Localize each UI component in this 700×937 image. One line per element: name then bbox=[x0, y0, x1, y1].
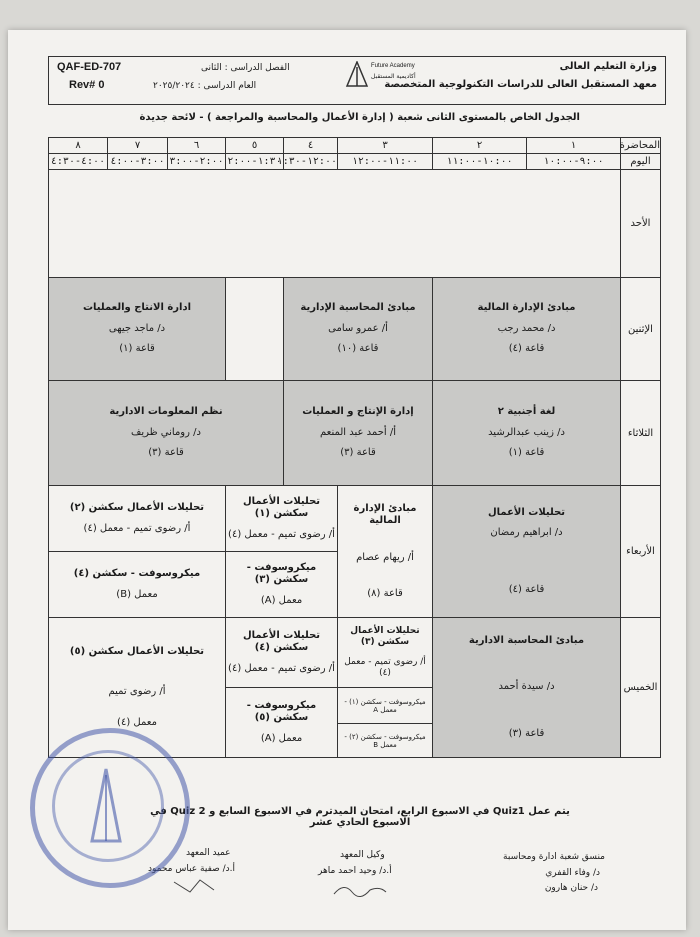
section-course: ميكروسوفت - سكشن (١) - معمل A bbox=[344, 697, 426, 714]
period-time: ٤:٠٠-٤:٣٠ bbox=[49, 154, 108, 170]
course-name: تحليلات الأعمال bbox=[487, 506, 566, 518]
class-cell bbox=[433, 486, 621, 618]
section-lab: معمل (A) bbox=[260, 732, 303, 744]
course-name: لغة أجنبية ٢ bbox=[497, 406, 556, 418]
section-lab: معمل (B) bbox=[116, 588, 158, 600]
period-time: ١٢:٠٠-١:٣٠ bbox=[284, 154, 338, 170]
day-header: اليوم bbox=[621, 154, 661, 170]
section-cell bbox=[49, 486, 226, 552]
lecturer-name: أ/ أحمد عبد المنعم bbox=[319, 426, 396, 438]
lecturer-name: د/ محمد رجب bbox=[497, 322, 556, 334]
lecturer-name: د/ ماجد جيهى bbox=[108, 322, 166, 334]
room-name: قاعة (٤) bbox=[508, 583, 545, 595]
stamp-tower-icon bbox=[86, 765, 126, 845]
lecturer-name: أ/ ريهام عصام bbox=[356, 551, 414, 563]
coordinator-name: د/ وفاء القفري bbox=[545, 868, 600, 878]
sunday-empty-cell bbox=[49, 170, 621, 278]
section-course: تحليلات الأعمال سكشن (٢) bbox=[69, 502, 205, 513]
section-lecturer: أ/ رضوى تميم - معمل (٤) bbox=[228, 528, 335, 540]
section-lecturer: أ/ رضوى تميم - معمل (٤) bbox=[228, 662, 335, 674]
dean-signature-icon bbox=[170, 876, 220, 896]
section-cell bbox=[338, 618, 433, 688]
section-cell bbox=[226, 552, 338, 618]
section-course: ميكروسوفت - سكشن (٢) - معمل B bbox=[344, 732, 426, 749]
ministry-name: وزارة التعليم العالى bbox=[559, 61, 657, 72]
section-course: تحليلات الأعمال سكشن (١) bbox=[242, 495, 321, 520]
room-name: قاعة (٣) bbox=[340, 447, 376, 459]
vice-dean-name: أ.د/ وحيد احمد ماهر bbox=[318, 866, 392, 876]
coordinator-title: منسق شعبة ادارة ومحاسبة bbox=[503, 852, 605, 862]
class-cell bbox=[433, 381, 621, 486]
room-name: قاعة (٤) bbox=[508, 343, 545, 355]
period-number: ٦ bbox=[168, 138, 226, 154]
day-monday: الإثنين bbox=[621, 278, 661, 381]
section-cell bbox=[338, 688, 433, 724]
period-time: ١:٣٠-٢:٠٠ bbox=[226, 154, 284, 170]
document-header bbox=[48, 56, 666, 105]
room-name: قاعة (١) bbox=[119, 343, 155, 355]
class-cell bbox=[284, 278, 433, 381]
period-number: ٤ bbox=[284, 138, 338, 154]
section-course: ميكروسوفت - سكشن (٥) bbox=[246, 699, 317, 724]
period-time: ١١:٠٠-١٢:٠٠ bbox=[338, 154, 433, 170]
day-wednesday: الأربعاء bbox=[621, 486, 661, 618]
lecture-header: المحاضرة bbox=[621, 138, 661, 154]
period-number: ١ bbox=[527, 138, 621, 154]
section-cell bbox=[226, 486, 338, 552]
vice-dean-signature-icon bbox=[330, 880, 390, 900]
day-tuesday: الثلاثاء bbox=[621, 381, 661, 486]
section-cell bbox=[49, 552, 226, 618]
day-thursday: الخميس bbox=[621, 618, 661, 758]
class-cell bbox=[433, 618, 621, 758]
lecturer-name: أ/ عمرو سامى bbox=[328, 322, 388, 334]
class-cell bbox=[338, 486, 433, 618]
schedule-title: الجدول الخاص بالمستوى الثانى شعبة ( إدارة الأعمال والمحاسبة والمراجعة ) - لائحة جديدة bbox=[139, 112, 580, 123]
period-number: ٥ bbox=[226, 138, 284, 154]
period-number: ٨ bbox=[49, 138, 108, 154]
section-lab: معمل (٤) bbox=[117, 716, 157, 728]
vice-dean-title: وكيل المعهد bbox=[340, 850, 385, 860]
section-cell bbox=[226, 618, 338, 688]
course-name: مبادئ الإدارة المالية bbox=[353, 502, 417, 526]
schedule-table bbox=[48, 137, 661, 758]
period-time: ٩:٠٠-١٠:٠٠ bbox=[527, 154, 621, 170]
coordinator-name: د/ حنان هارون bbox=[544, 883, 598, 893]
course-name: مبادئ المحاسبة الادارية bbox=[468, 634, 585, 646]
section-course: ميكروسوفت - سكشن (٤) bbox=[73, 568, 201, 579]
period-time: ٣:٠٠-٤:٠٠ bbox=[108, 154, 168, 170]
period-time: ٢:٠٠-٣:٠٠ bbox=[168, 154, 226, 170]
course-name: نظم المعلومات الادارية bbox=[109, 406, 223, 418]
room-name: قاعة (٣) bbox=[508, 727, 545, 739]
room-name: قاعة (١٠) bbox=[337, 343, 379, 355]
period-number: ٣ bbox=[338, 138, 433, 154]
semester-label: الفصل الدراسى : الثانى bbox=[201, 63, 290, 73]
revision-number: Rev# 0 bbox=[69, 79, 105, 91]
section-lecturer: أ/ رضوى تميم bbox=[108, 686, 166, 698]
empty-cell bbox=[226, 278, 284, 381]
logo-text-en: Future Academy bbox=[371, 63, 415, 69]
section-lab: معمل (A) bbox=[260, 594, 303, 606]
form-code: QAF-ED-707 bbox=[57, 61, 122, 73]
lecturer-name: د/ روماني ظريف bbox=[131, 426, 201, 438]
section-course: ميكروسوفت - سكشن (٣) bbox=[246, 561, 317, 586]
section-course: تحليلات الأعمال سكشن (٤) bbox=[242, 629, 321, 654]
course-name: إدارة الإنتاج و العمليات bbox=[302, 406, 414, 418]
section-cell bbox=[226, 688, 338, 758]
course-name: مبادئ المحاسبة الإدارية bbox=[300, 302, 416, 314]
lecturer-name: د/ زينب عبدالرشيد bbox=[488, 426, 565, 438]
course-name: ادارة الانتاج والعمليات bbox=[83, 302, 191, 314]
academic-year-label: العام الدراسى : ٢٠٢٥/٢٠٢٤ bbox=[153, 81, 257, 91]
course-name: مبادئ الإدارة المالية bbox=[477, 302, 576, 314]
lecturer-name: د/ سيدة أحمد bbox=[498, 681, 555, 693]
room-name: قاعة (٣) bbox=[148, 447, 184, 459]
logo-text-ar: أكاديمية المستقبل bbox=[371, 73, 416, 80]
class-cell bbox=[284, 381, 433, 486]
exam-note: يتم عمل Quiz1 في الاسبوع الرابع، امتحان الميدترم في الاسبوع السابع و Quiz 2 في الاسبوع الحادي عشر bbox=[150, 806, 570, 828]
day-sunday: الأحد bbox=[621, 170, 661, 278]
period-number: ٧ bbox=[108, 138, 168, 154]
class-cell bbox=[49, 278, 226, 381]
period-number: ٢ bbox=[433, 138, 527, 154]
dean-name: أ.د/ صفية عباس محمود bbox=[148, 864, 236, 874]
dean-title: عميد المعهد bbox=[186, 848, 231, 858]
section-cell bbox=[338, 724, 433, 758]
section-lecturer: أ/ رضوى تميم - معمل (٤) bbox=[344, 656, 426, 678]
section-course: تحليلات الأعمال سكشن (٣) bbox=[350, 626, 420, 648]
period-time: ١٠:٠٠-١١:٠٠ bbox=[433, 154, 527, 170]
class-cell bbox=[49, 381, 284, 486]
lecturer-name: د/ ابراهيم رمضان bbox=[490, 527, 563, 539]
room-name: قاعة (١) bbox=[508, 447, 545, 459]
section-lecturer: أ/ رضوى تميم - معمل (٤) bbox=[83, 522, 191, 534]
class-cell bbox=[433, 278, 621, 381]
room-name: قاعة (٨) bbox=[367, 588, 403, 599]
academy-logo-icon bbox=[345, 61, 369, 87]
section-course: تحليلات الأعمال سكشن (٥) bbox=[69, 645, 205, 657]
institute-name: معهد المستقبل العالى للدراسات التكنولوجية المتخصصة bbox=[384, 79, 657, 90]
